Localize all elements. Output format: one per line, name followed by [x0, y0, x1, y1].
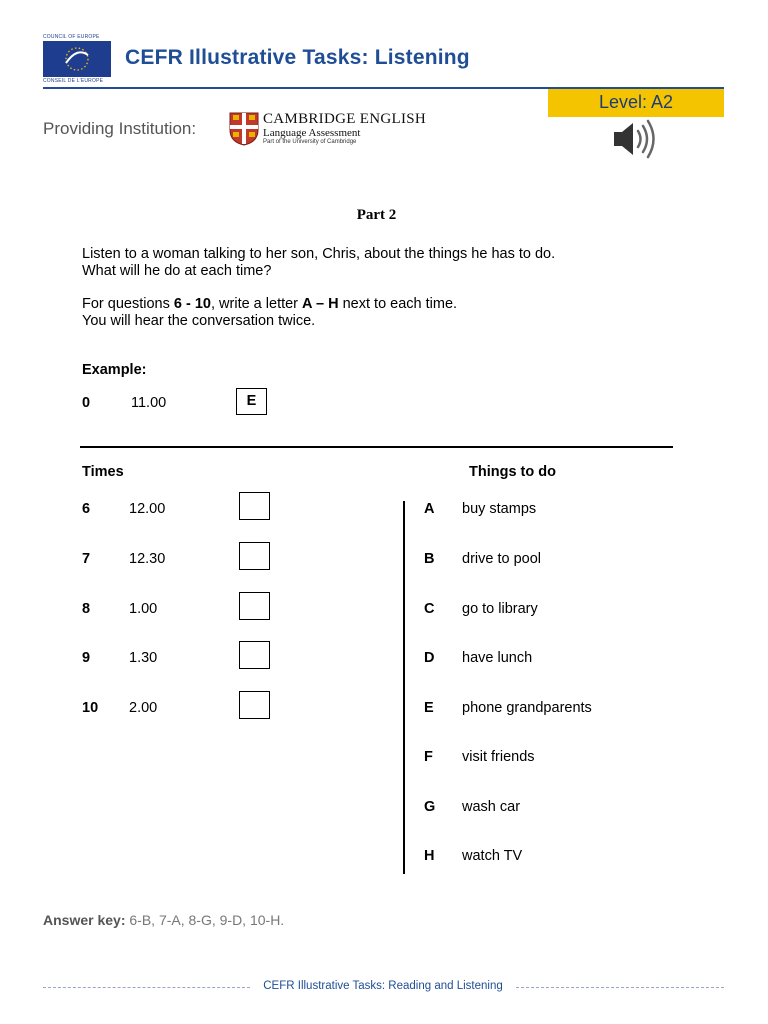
footer-dash-right: [516, 987, 724, 988]
instruction-line-2: What will he do at each time?: [82, 263, 272, 279]
times-header: Times: [82, 464, 124, 480]
option-text: go to library: [462, 601, 538, 617]
provider-subtitle: Language Assessment: [263, 127, 361, 139]
question-time: 12.30: [129, 551, 166, 567]
option-text: wash car: [462, 799, 521, 815]
example-time: 11.00: [131, 395, 167, 411]
option-text: visit friends: [462, 749, 535, 765]
provider-label: Providing Institution:: [43, 119, 197, 138]
option-letter: H: [424, 848, 435, 864]
speaker-volume-icon: [612, 118, 660, 160]
option-item: [424, 601, 684, 621]
question-number: 9: [82, 650, 91, 666]
instruction-line-4: You will hear the conversation twice.: [82, 313, 316, 329]
question-row: [82, 650, 282, 680]
example-answer-box: E: [236, 388, 267, 415]
footer-text: CEFR Illustrative Tasks: Reading and Listening: [263, 980, 503, 992]
level-text: Level: A2: [598, 92, 674, 112]
question-row: [82, 501, 282, 531]
option-letter: C: [424, 601, 435, 617]
instruction-line-3: [82, 296, 457, 313]
instruction-suffix: next to each time.: [338, 296, 458, 312]
question-number: 10: [82, 700, 99, 716]
option-item: [424, 799, 684, 819]
cambridge-shield-icon: [229, 112, 259, 146]
question-number: 6: [82, 501, 91, 517]
things-header: Things to do: [469, 464, 556, 480]
option-item: [424, 501, 684, 521]
answer-box[interactable]: [239, 592, 270, 620]
option-letter: F: [424, 749, 433, 765]
question-number: 7: [82, 551, 91, 567]
cambridge-english-logo: [229, 110, 451, 148]
option-text: watch TV: [462, 848, 523, 864]
option-item: [424, 749, 684, 769]
answer-box[interactable]: [239, 641, 270, 669]
part-title: Part 2: [356, 207, 397, 223]
option-item: [424, 551, 684, 571]
answer-key-value: 6-B, 7-A, 8-G, 9-D, 10-H.: [125, 912, 285, 928]
letter-range: A – H: [302, 296, 339, 312]
option-text: buy stamps: [462, 501, 537, 517]
council-of-europe-logo: [43, 34, 111, 84]
answer-key: [43, 912, 284, 928]
option-letter: E: [424, 700, 434, 716]
provider-name: CAMBRIDGE ENGLISH: [263, 111, 427, 127]
instruction-line-1: Listen to a woman talking to her son, Chris, about the things he has to do.: [82, 246, 556, 262]
option-letter: A: [424, 501, 435, 517]
example-label: Example:: [82, 362, 147, 378]
level-badge: [548, 89, 724, 117]
option-text: drive to pool: [462, 551, 541, 567]
question-range: 6 - 10: [173, 296, 211, 312]
answer-box[interactable]: [239, 691, 270, 719]
option-item: [424, 700, 684, 720]
page-title: CEFR Illustrative Tasks: Listening: [125, 46, 470, 69]
answer-box[interactable]: [239, 542, 270, 570]
instruction-mid: , write a letter: [210, 296, 303, 312]
question-row: [82, 551, 282, 581]
column-divider: [403, 501, 405, 874]
option-letter: B: [424, 551, 435, 567]
answer-key-label: Answer key:: [43, 912, 126, 928]
question-row: [82, 700, 282, 730]
council-flag-icon: [43, 41, 111, 77]
example-number: 0: [82, 395, 91, 411]
question-time: 2.00: [129, 700, 158, 716]
section-divider: [80, 446, 673, 448]
option-letter: G: [424, 799, 436, 815]
option-text: phone grandparents: [462, 700, 592, 716]
option-letter: D: [424, 650, 435, 666]
option-item: [424, 848, 684, 868]
question-row: [82, 601, 282, 631]
logo-org-top: COUNCIL OF EUROPE: [43, 34, 100, 40]
question-time: 1.00: [129, 601, 158, 617]
logo-org-bottom: CONSEIL DE L'EUROPE: [43, 78, 104, 84]
question-number: 8: [82, 601, 91, 617]
question-time: 1.30: [129, 650, 158, 666]
footer-dash-left: [43, 987, 250, 988]
instruction-prefix: For questions: [82, 296, 174, 312]
answer-box[interactable]: [239, 492, 270, 520]
option-text: have lunch: [462, 650, 533, 666]
question-time: 12.00: [129, 501, 166, 517]
option-item: [424, 650, 684, 670]
provider-subtitle-2: Part of the University of Cambridge: [263, 139, 357, 145]
